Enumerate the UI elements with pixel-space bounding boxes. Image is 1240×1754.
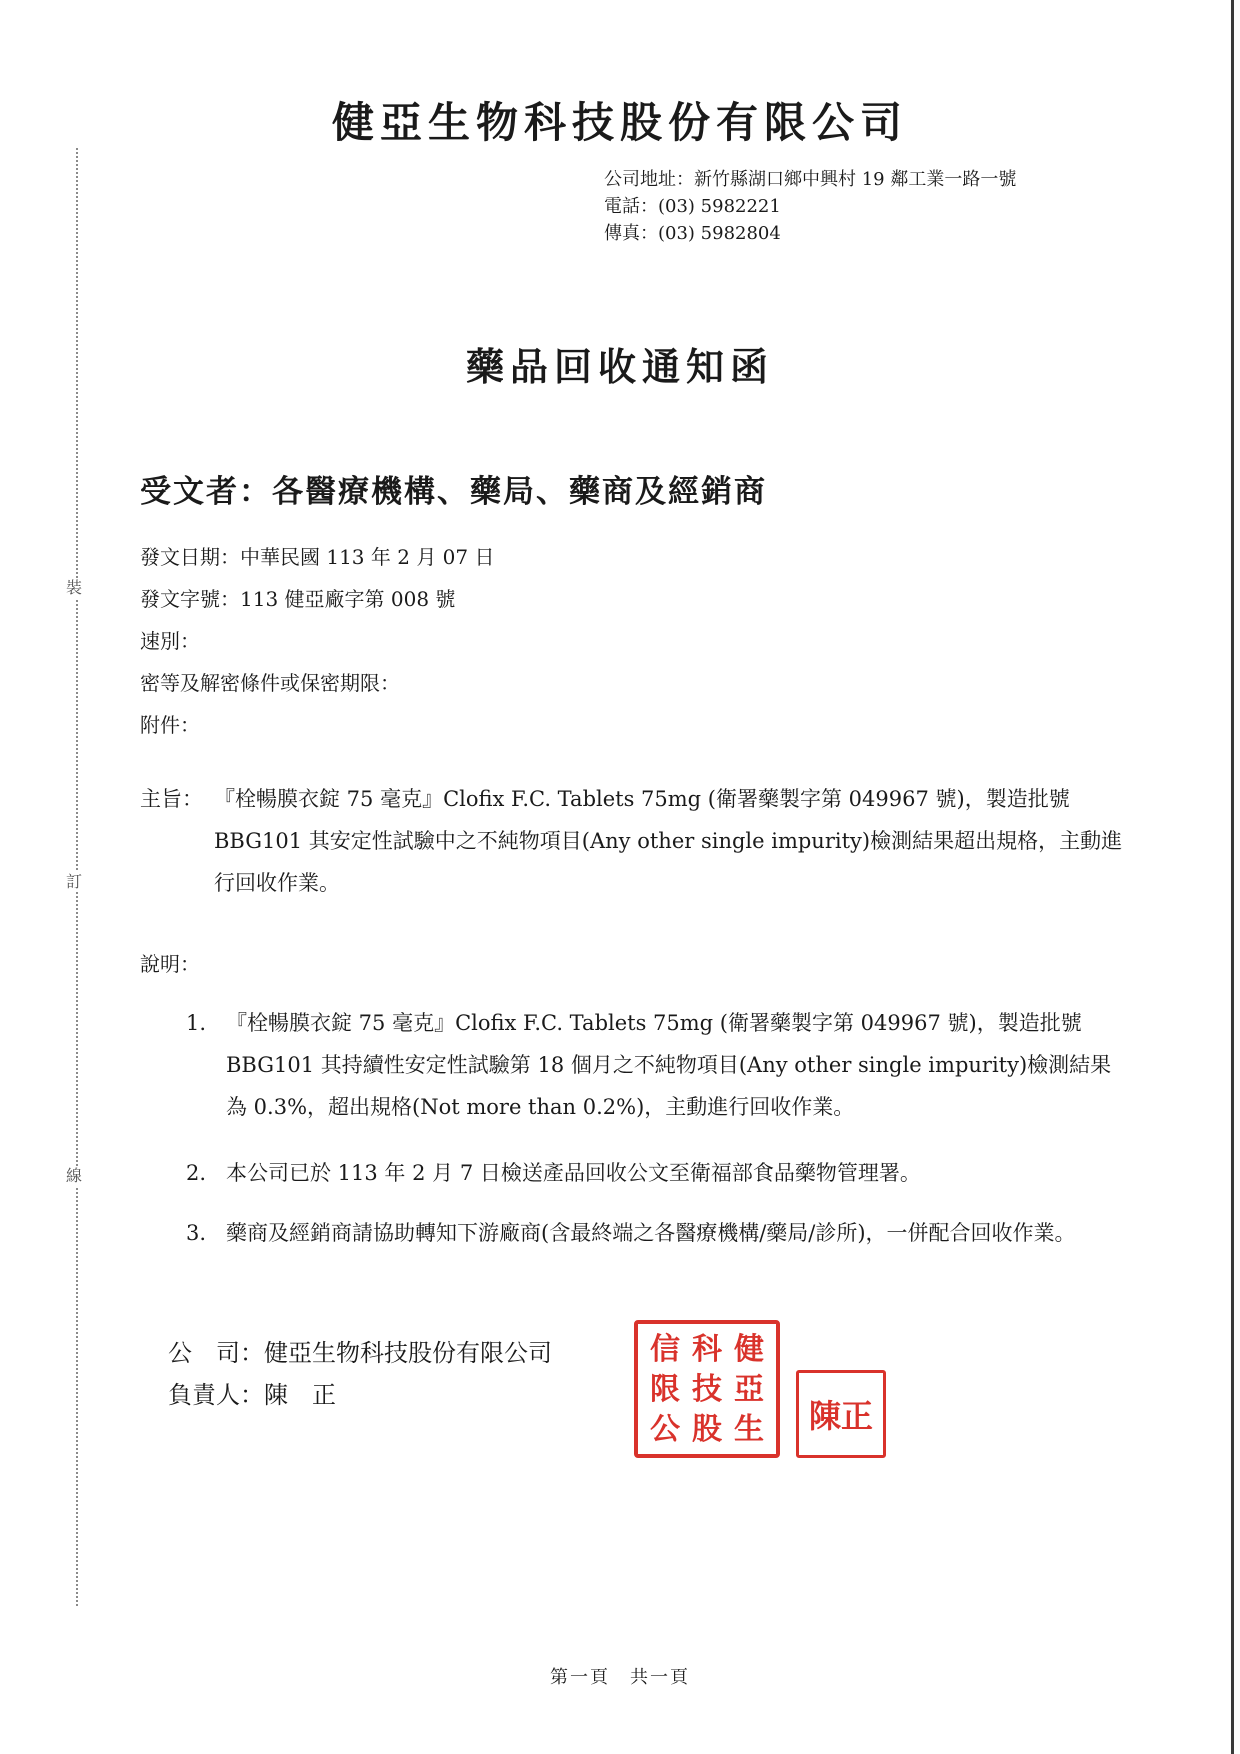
item-text: 本公司已於 113 年 2 月 7 日檢送產品回收公文至衛福部食品藥物管理署。	[226, 1161, 921, 1185]
reference-number: 發文字號：113 健亞廠字第 008 號	[140, 587, 456, 611]
seal-character: 股	[692, 1412, 722, 1447]
page-edge	[1231, 0, 1234, 1754]
signature-company: 公 司：健亞生物科技股份有限公司	[168, 1339, 552, 1367]
seal-character: 限	[650, 1372, 680, 1407]
contact-block	[604, 166, 1016, 247]
item-number: 1.	[186, 1011, 207, 1035]
subject-label: 主旨：	[140, 787, 203, 811]
seal-character: 技	[692, 1372, 722, 1407]
company-fax: 傳真：(03) 5982804	[604, 223, 781, 244]
item-text: 藥商及經銷商請協助轉知下游廠商(含最終端之各醫療機構/藥局/診所)，一併配合回收作業。	[226, 1221, 1076, 1245]
document-meta	[140, 536, 495, 746]
document-title: 藥品回收通知函	[465, 344, 774, 389]
signature-person: 負責人：陳 正	[168, 1381, 336, 1409]
explanation-item	[186, 1152, 1131, 1194]
company-header-title: 健亞生物科技股份有限公司	[331, 98, 908, 147]
seal-character: 生	[734, 1412, 764, 1447]
issue-date: 發文日期：中華民國 113 年 2 月 07 日	[140, 545, 495, 569]
seal-character: 亞	[734, 1372, 764, 1407]
explanation-item	[186, 1212, 1131, 1254]
confidentiality-level: 密等及解密條件或保密期限：	[140, 671, 400, 695]
company-phone: 電話：(03) 5982221	[604, 196, 781, 217]
company-address: 公司地址：新竹縣湖口鄉中興村 19 鄰工業一路一號	[604, 169, 1017, 190]
signature-block	[168, 1332, 552, 1416]
seal-character: 信	[650, 1332, 680, 1367]
seal-character: 科	[692, 1332, 722, 1367]
subject-text: 『栓暢膜衣錠 75 毫克』Clofix F.C. Tablets 75mg (衛署藥製字第 049967 號)，製造批號 BBG101 其安定性試驗中之不純物項目(Any other single impurity)檢測結果超出規格，主動進行回收作業。	[214, 787, 1123, 895]
explanation-label: 說明：	[140, 952, 200, 976]
subject-section	[140, 778, 1125, 904]
delivery-speed: 速別：	[140, 629, 200, 653]
item-number: 2.	[186, 1161, 207, 1185]
seal-character: 公	[650, 1412, 680, 1447]
company-seal-characters	[644, 1330, 770, 1448]
explanation-item	[186, 1002, 1131, 1128]
recipient-line: 受文者：各醫療機構、藥局、藥商及經銷商	[140, 474, 767, 510]
binding-mark-ding: 訂	[66, 872, 83, 891]
page-footer: 第一頁 共一頁	[550, 1667, 690, 1688]
item-text: 『栓暢膜衣錠 75 毫克』Clofix F.C. Tablets 75mg (衛署藥製字第 049967 號)，製造批號 BBG101 其持續性安定性試驗第 18 個月之不純物項目(Any other single impurity)檢測結果為 0.3%，超出規格(Not more than 0.2%)，主動進行回收作業。	[226, 1011, 1112, 1119]
binding-mark-xian: 線	[66, 1166, 83, 1185]
item-number: 3.	[186, 1221, 207, 1245]
company-seal	[634, 1320, 780, 1458]
seal-character: 健	[734, 1332, 764, 1367]
person-seal: 陳正	[796, 1370, 886, 1458]
binding-mark-zhuang: 裝	[66, 578, 83, 597]
attachments: 附件：	[140, 713, 200, 737]
